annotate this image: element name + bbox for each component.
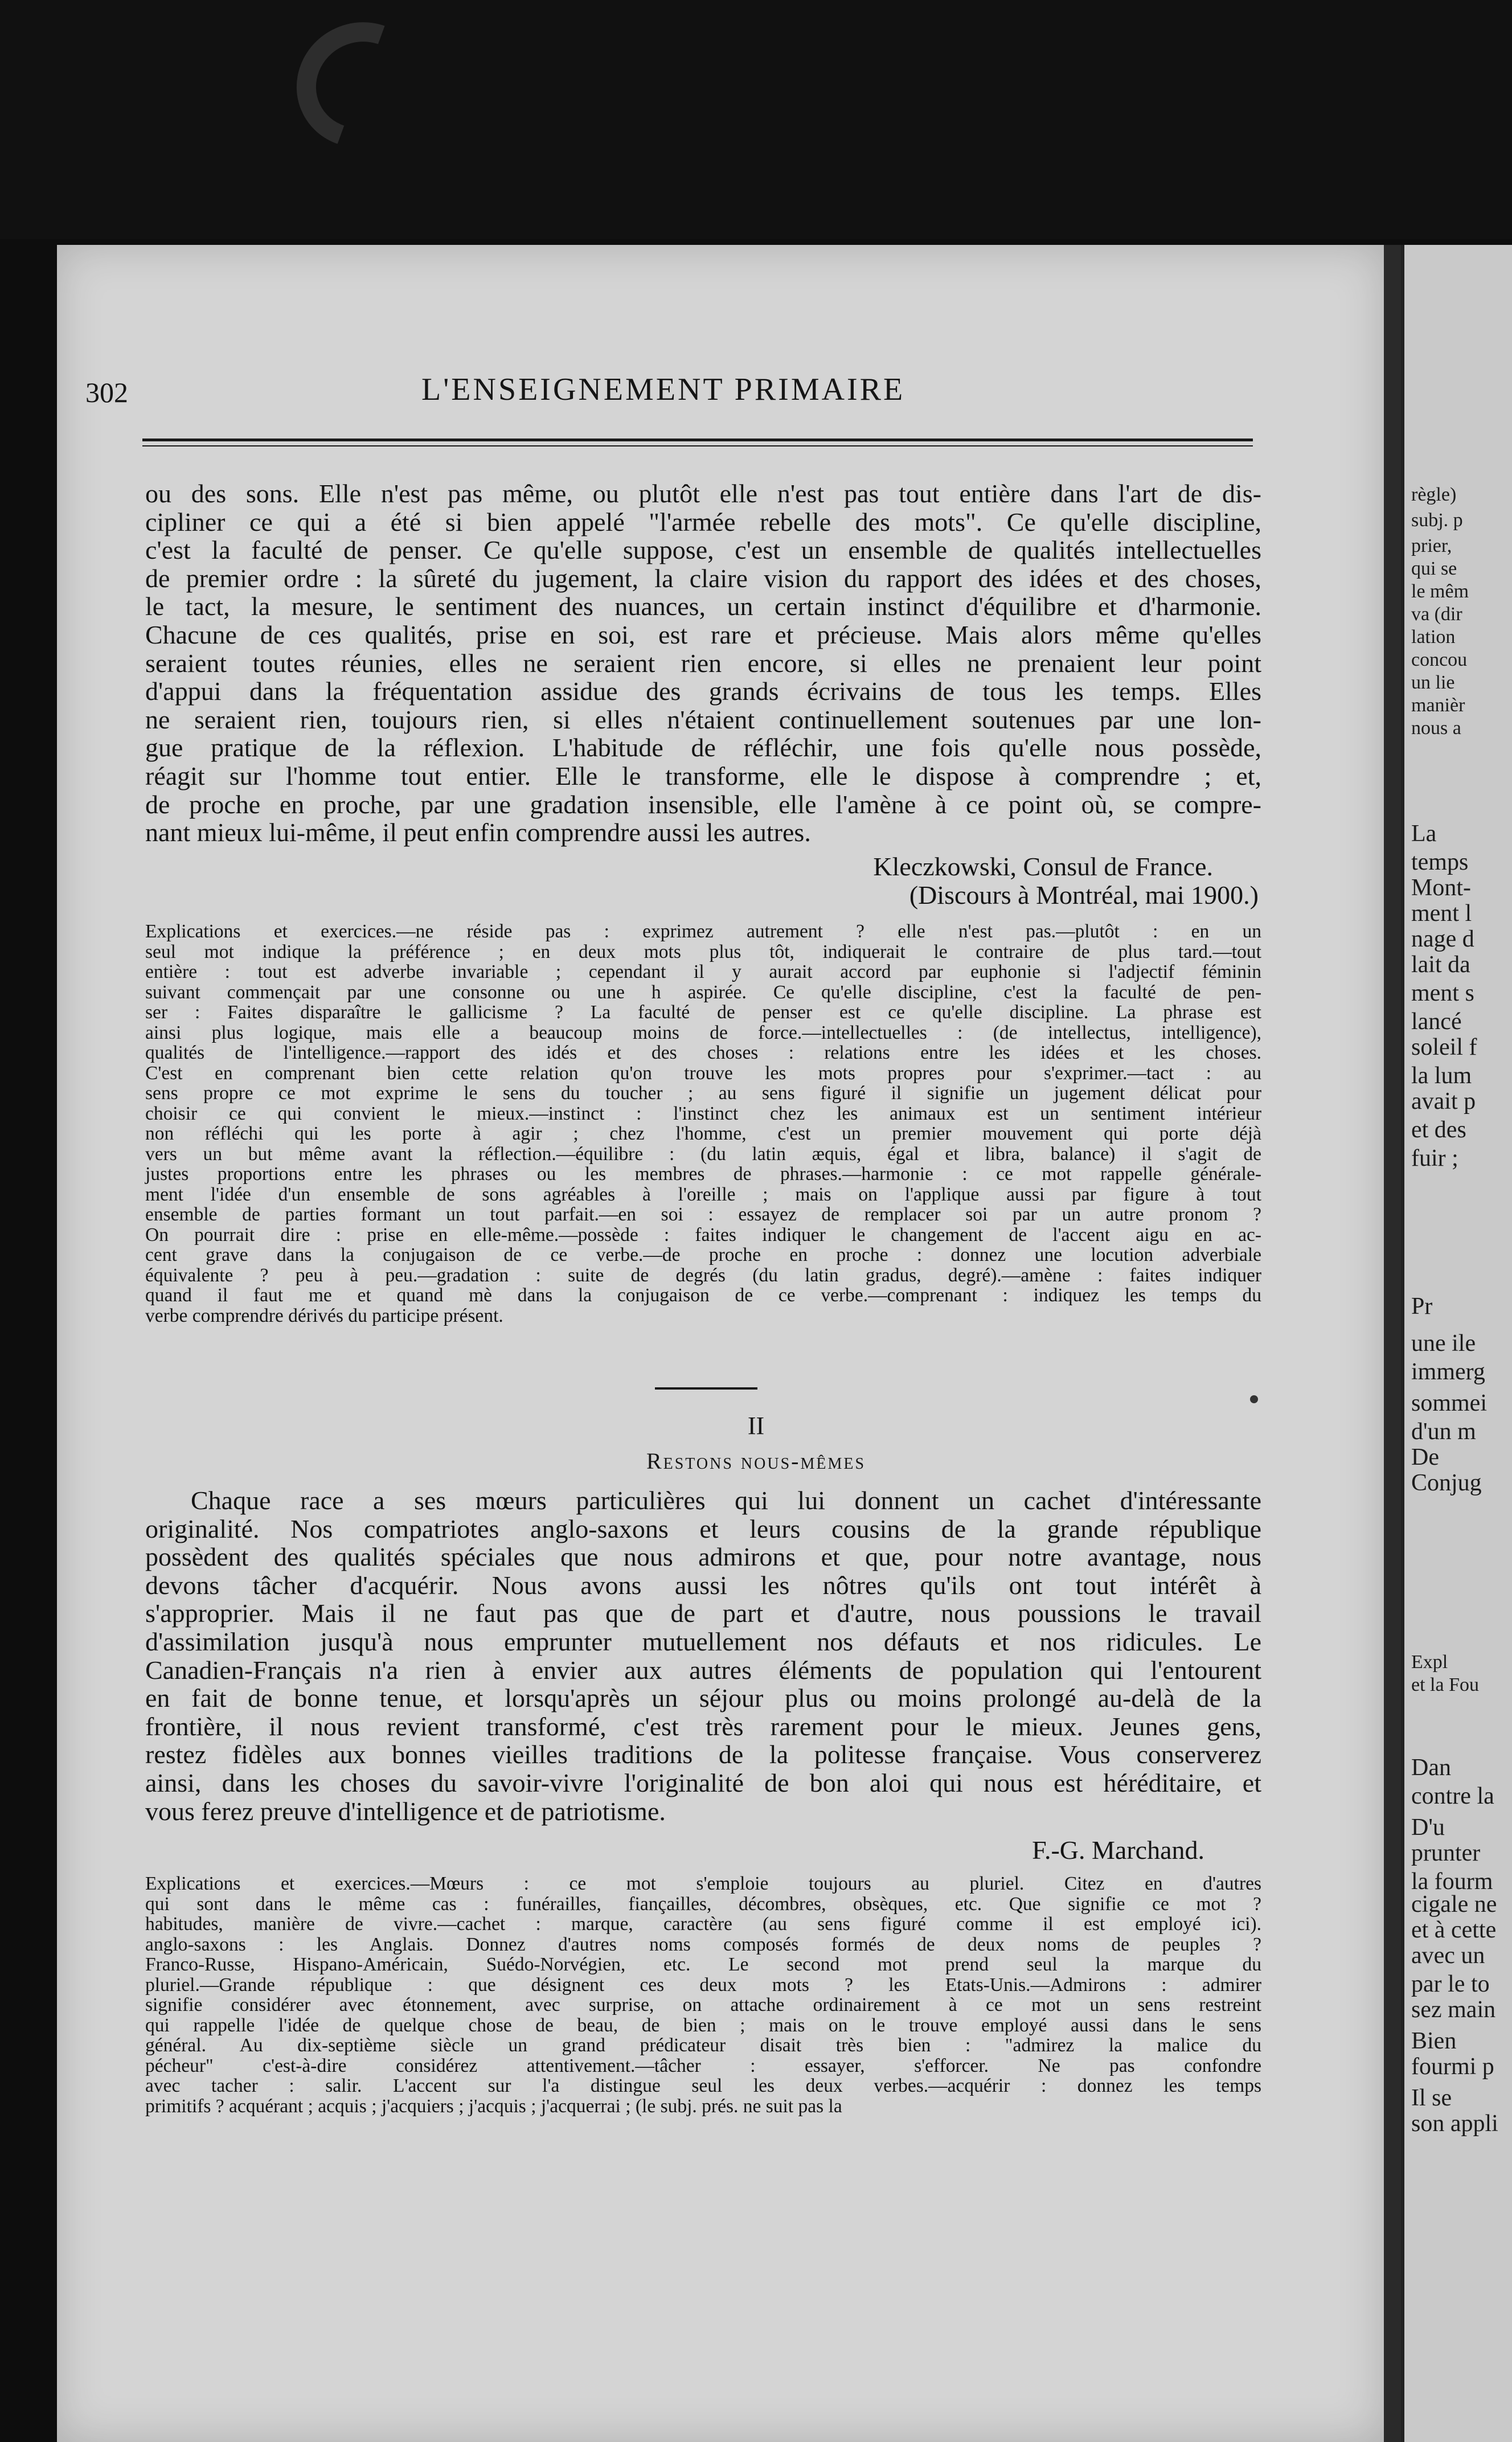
facing-page-line: nage d xyxy=(1411,926,1474,952)
facing-page-line: avec un xyxy=(1411,1943,1485,1969)
note-line: cent grave dans la conjugaison de ce verbe.—de proche en proche : donnez une locution adverbiale xyxy=(145,1244,1261,1265)
facing-page-line: par le to xyxy=(1411,1971,1490,1997)
facing-page-line: sez main xyxy=(1411,1997,1496,2023)
facing-page-line: lancé xyxy=(1411,1009,1462,1035)
facing-page-line: règle) xyxy=(1411,484,1457,505)
facing-page-line: Bien xyxy=(1411,2028,1457,2054)
facing-page-line: lation xyxy=(1411,626,1456,648)
paragraph-line: originalité. Nos compatriotes anglo-saxons et leurs cousins de la grande république xyxy=(145,1514,1261,1543)
note-line: verbe comprendre dérivés du participe présent. xyxy=(145,1305,503,1326)
note-line: ser : Faites disparaître le gallicisme ? La faculté de penser est ce qu'elle discipline. La phrase est xyxy=(145,1002,1261,1023)
facing-page-line: Il se xyxy=(1411,2085,1452,2111)
note-line: habitudes, manière de vivre.—cachet : marque, caractère (au sens figuré comme il est employé ici). xyxy=(145,1914,1261,1935)
facing-page-line: ment l xyxy=(1411,900,1472,927)
facing-page-line: subj. p xyxy=(1411,510,1463,531)
facing-page-line: fourmi p xyxy=(1411,2054,1494,2080)
facing-page-line: avait p xyxy=(1411,1088,1476,1115)
facing-page-line: prunter xyxy=(1411,1840,1481,1866)
paragraph-line: réagit sur l'homme tout entier. Elle le transforme, elle le dispose à comprendre ; et, xyxy=(145,761,1261,790)
facing-page-line: nous a xyxy=(1411,718,1461,739)
note-line: vers un but même avant la réflection.—équilibre : (du latin æquis, égal et libra, balance) il s'agit de xyxy=(145,1143,1261,1165)
note-line: qualités de l'intelligence.—rapport des idés et des choses : relations entre les idées et les choses. xyxy=(145,1042,1261,1063)
passage-2 xyxy=(145,1486,1261,1825)
note-line: Explications et exercices.—Mœurs : ce mot s'emploie toujours au pluriel. Citez en d'autres xyxy=(145,1873,1261,1894)
paragraph-line: de proche en proche, par une gradation insensible, elle l'amène à ce point où, se compre- xyxy=(145,789,1261,819)
facing-page-line: et à cette xyxy=(1411,1917,1497,1943)
facing-page-line: son appli xyxy=(1411,2111,1498,2137)
facing-page-line: qui se xyxy=(1411,558,1457,579)
header-rule-thin xyxy=(142,445,1253,446)
paragraph-line: c'est la faculté de penser. Ce qu'elle suppose, c'est un ensemble de qualités intellectuelles xyxy=(145,535,1261,565)
facing-page-line: Conjug xyxy=(1411,1470,1482,1496)
passage-1-source: (Discours à Montréal, mai 1900.) xyxy=(909,880,1259,909)
paragraph-line: restez fidèles aux bonnes vieilles traditions de la politesse française. Vous conserverez xyxy=(145,1740,1261,1769)
facing-page-line: d'un m xyxy=(1411,1419,1476,1445)
note-line: avec tacher : salir. L'accent sur l'a distingue seul les deux verbes.—acquérir : donnez les temps xyxy=(145,2075,1261,2096)
note-line: anglo-saxons : les Anglais. Donnez d'autres noms composés formés de deux noms de peuples ? xyxy=(145,1933,1261,1955)
facing-page-line: La xyxy=(1411,821,1437,847)
facing-page-line: va (dir xyxy=(1411,604,1462,625)
paragraph-line: s'approprier. Mais il ne faut pas que de part et d'autre, nous poussions le travail xyxy=(145,1599,1261,1628)
note-line: ainsi plus logique, mais elle a beaucoup moins de force.—intellectuelles : (de intellectus, intelligence), xyxy=(145,1022,1261,1043)
paragraph-line: seraient toutes réunies, elles ne seraient rien encore, si elles ne prenaient leur point xyxy=(145,648,1261,678)
header-rule xyxy=(142,439,1253,441)
facing-page-line: concou xyxy=(1411,649,1468,670)
facing-page-line: temps xyxy=(1411,849,1469,875)
facing-page-line: contre la xyxy=(1411,1783,1494,1809)
note-line: signifie considérer avec étonnement, avec surprise, on attache ordinairement à ce mot un sens restreint xyxy=(145,1994,1261,2015)
note-line: justes proportions entre les phrases ou les membres de phrases.—harmonie : ce mot rappelle générale- xyxy=(145,1163,1261,1185)
passage-1-author: Kleczkowski, Consul de France. xyxy=(873,852,1213,881)
section-separator xyxy=(655,1387,757,1390)
paragraph-line: cipliner ce qui a été si bien appelé "l'armée rebelle des mots". Ce qu'elle discipline, xyxy=(145,507,1261,536)
scan-background xyxy=(0,0,1512,239)
notes-2 xyxy=(145,1874,1261,2116)
facing-page-line: la fourm xyxy=(1411,1869,1493,1895)
section-number: II xyxy=(747,1412,765,1440)
facing-page-line: cigale ne xyxy=(1411,1891,1497,1917)
passage-2-author: F.-G. Marchand. xyxy=(1032,1835,1204,1865)
paragraph-line: devons tâcher d'acquérir. Nous avons aussi les nôtres qu'ils ont tout intérêt à xyxy=(145,1570,1261,1600)
paragraph-line: Chaque race a ses mœurs particulières qui lui donnent un cachet d'intéressante xyxy=(191,1486,1261,1515)
note-line: non réfléchi qui les porte à agir ; chez l'homme, c'est un premier mouvement qui porte déjà xyxy=(145,1123,1261,1144)
paragraph-line: Canadien-Français n'a rien à envier aux autres éléments de population qui l'entourent xyxy=(145,1655,1261,1685)
facing-page-line: De xyxy=(1411,1444,1439,1470)
paragraph-line: le tact, la mesure, le sentiment des nuances, un certain instinct d'équilibre et d'harmonie. xyxy=(145,592,1261,621)
note-line: équivalente ? peu à peu.—gradation : suite de degrés (du latin gradus, degré).—amène : faites indiquer xyxy=(145,1264,1261,1286)
facing-page-line: Expl xyxy=(1411,1652,1448,1673)
facing-page-line: Pr xyxy=(1411,1293,1433,1320)
note-line: pluriel.—Grande république : que désignent ces deux mots ? les Etats-Unis.—Admirons : admirer xyxy=(145,1974,1261,1996)
note-line: primitifs ? acquérant ; acquis ; j'acquiers ; j'acquis ; j'acquerrai ; (le subj. prés. ne suit pas la xyxy=(145,2095,842,2117)
facing-page-line: le mêm xyxy=(1411,581,1469,602)
facing-page-line: prier, xyxy=(1411,535,1452,556)
paragraph-line: Chacune de ces qualités, prise en soi, est rare et précieuse. Mais alors même qu'elles xyxy=(145,620,1261,649)
note-line: général. Au dix-septième siècle un grand prédicateur disait très bien : "admirez la malice du xyxy=(145,2035,1261,2056)
paragraph-line: possèdent des qualités spéciales que nous admirons et que, pour notre avantage, nous xyxy=(145,1542,1261,1572)
paragraph-line: ne seraient rien, toujours rien, si elles n'étaient continuellement soutenues par une lon- xyxy=(145,704,1261,734)
note-line: seul mot indique la préférence ; en deux mots plus tôt, indiquerait le contraire de plus tard.—tout xyxy=(145,941,1261,962)
facing-page-line: ment s xyxy=(1411,980,1474,1006)
paragraph-line: de premier ordre : la sûreté du jugement, la claire vision du rapport des idées et des choses, xyxy=(145,563,1261,593)
facing-page-line: sommei xyxy=(1411,1390,1487,1416)
paragraph-line: vous ferez preuve d'intelligence et de patriotisme. xyxy=(145,1796,666,1826)
note-line: qui rappelle l'idée de quelque chose de beau, de bien ; mais on le trouve employé aussi dans le sens xyxy=(145,2014,1261,2036)
note-line: Explications et exercices.—ne réside pas : exprimez autrement ? elle n'est pas.—plutôt : en un xyxy=(145,921,1261,942)
paragraph-line: ainsi, dans les choses du savoir-vivre l'originalité de bon aloi qui nous est héréditaire, et xyxy=(145,1768,1261,1797)
paragraph-line: ou des sons. Elle n'est pas même, ou plutôt elle n'est pas tout entière dans l'art de dis- xyxy=(145,479,1261,508)
note-line: entière : tout est adverbe invariable ; cependant il y aurait accord par euphonie si l'adjectif féminin xyxy=(145,961,1261,982)
facing-page-line: un lie xyxy=(1411,672,1455,693)
facing-page-line: soleil f xyxy=(1411,1034,1477,1060)
section-title: Restons nous-mêmes xyxy=(646,1448,866,1474)
facing-page-line: manièr xyxy=(1411,695,1465,716)
note-line: Franco-Russe, Hispano-Américain, Suédo-Norvégien, etc. Le second mot prend seul la marque du xyxy=(145,1954,1261,1975)
note-line: qui sont dans le même cas : funérailles, fiançailles, décombres, obsèques, etc. Que signifie ce mot ? xyxy=(145,1893,1261,1915)
facing-page-line: lait da xyxy=(1411,952,1470,978)
facing-page-line: immerg xyxy=(1411,1359,1485,1385)
note-line: ensemble de parties formant un tout parfait.—en soi : essayez de remplacer soi par un autre pronom ? xyxy=(145,1204,1261,1225)
facing-page-line: et des xyxy=(1411,1117,1466,1143)
facing-page-line: et la Fou xyxy=(1411,1674,1479,1695)
note-line: quand il faut me et quand mè dans la conjugaison de ce verbe.—comprenant : indiquez les temps du xyxy=(145,1285,1261,1306)
running-title: L'ENSEIGNEMENT PRIMAIRE xyxy=(421,372,905,407)
page-number: 302 xyxy=(85,376,128,408)
note-line: C'est en comprenant bien cette relation qu'on trouve les mots propres pour s'exprimer.—tact : au xyxy=(145,1062,1261,1084)
ink-spot xyxy=(1250,1395,1258,1403)
facing-page-fragment xyxy=(1401,245,1512,2442)
facing-page-line: D'u xyxy=(1411,1814,1445,1841)
paragraph-line: en fait de bonne tenue, et lorsqu'après un séjour plus ou moins prolongé au-delà de la xyxy=(145,1683,1261,1713)
note-line: sens propre ce mot exprime le sens du toucher ; au sens figuré il signifie un jugement délicat pour xyxy=(145,1083,1261,1104)
facing-page-line: Dan xyxy=(1411,1755,1451,1781)
facing-page-line: fuir ; xyxy=(1411,1145,1458,1171)
paragraph-line: d'appui dans la fréquentation assidue des grands écrivains de tous les temps. Elles xyxy=(145,677,1261,706)
note-line: choisir ce qui convient le mieux.—instinct : l'instinct chez les animaux est un sentiment intérieur xyxy=(145,1103,1261,1124)
passage-1 xyxy=(145,480,1261,847)
facing-page-line: la lum xyxy=(1411,1063,1472,1089)
paragraph-line: d'assimilation jusqu'à nous emprunter mutuellement nos défauts et nos ridicules. Le xyxy=(145,1626,1261,1656)
notes-1 xyxy=(145,921,1261,1326)
paragraph-line: frontière, il nous revient transformé, c'est très rarement pour le mieux. Jeunes gens, xyxy=(145,1711,1261,1741)
paragraph-line: gue pratique de la réflexion. L'habitude de réfléchir, une fois qu'elle nous possède, xyxy=(145,733,1261,763)
facing-page-line: Mont- xyxy=(1411,875,1471,901)
paragraph-line: nant mieux lui-même, il peut enfin comprendre aussi les autres. xyxy=(145,818,811,847)
note-line: pécheur" c'est-à-dire considérez attentivement.—tâcher : essayer, s'efforcer. Ne pas confondre xyxy=(145,2055,1261,2076)
note-line: suivant commençait par une consonne ou une h aspirée. Ce qu'elle discipline, c'est la faculté de pen- xyxy=(145,981,1261,1003)
book-spine xyxy=(1384,245,1401,2442)
note-line: ment l'idée d'un ensemble de sons agréables à l'oreille ; mais on l'applique aussi par figure à tout xyxy=(145,1183,1261,1205)
facing-page-line: une ile xyxy=(1411,1330,1476,1357)
note-line: On pourrait dire : prise en elle-même.—possède : faites indiquer le changement de l'accent aigu en ac- xyxy=(145,1224,1261,1245)
